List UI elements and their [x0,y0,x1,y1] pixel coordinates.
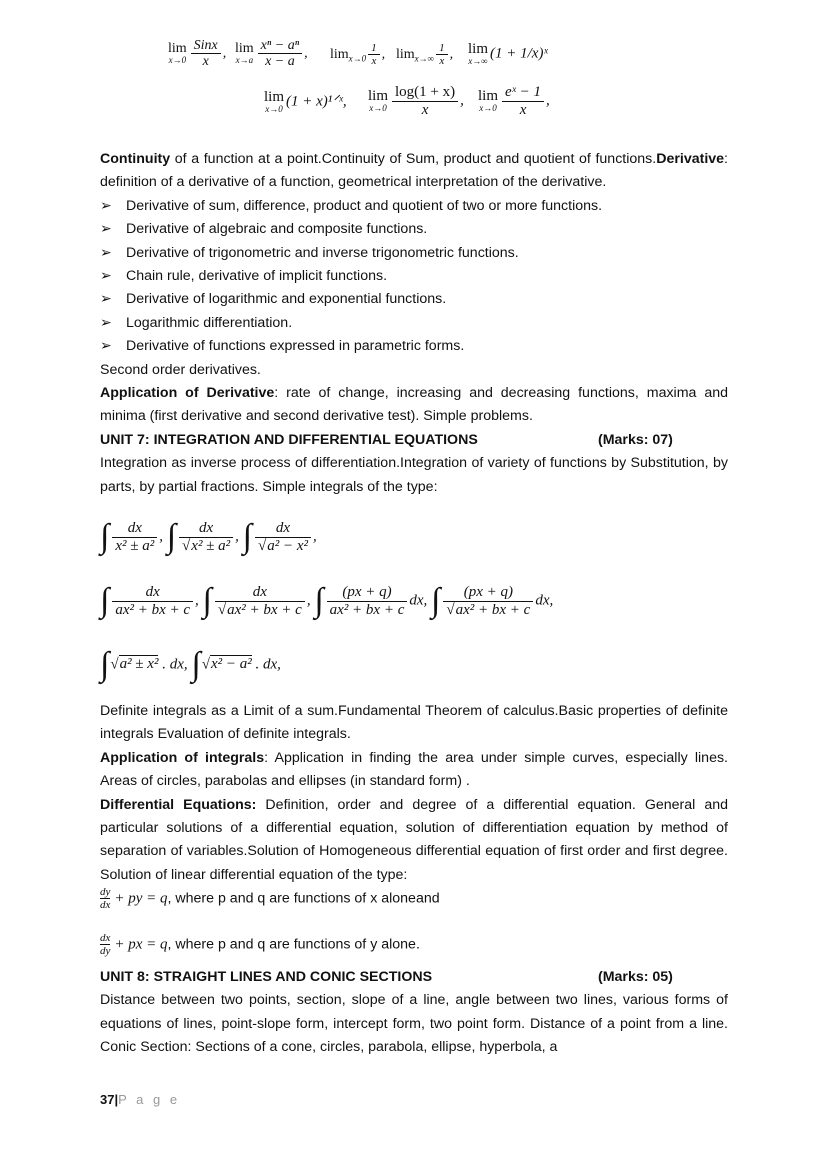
linear-de-y: $\frac{dx}{dy}$ + px = q, where p and q are functions of y alone. [100,932,420,958]
unit-7-heading: UNIT 7: INTEGRATION AND DIFFERENTIAL EQUATIONS (Marks: 07) [100,429,728,452]
arrow-bullet-icon: ➢ [100,291,112,308]
conic-section [100,966,728,1060]
calculus-section [100,148,728,499]
limit-e-power: lim x→0 (1 + x)¹ᐟˣ, [264,89,347,114]
limit-e-definition: lim x→∞ (1 + 1/x)ˣ [468,41,548,66]
limit-reciprocal-zero: $\lim_{x\to 0}$ $\frac{1}{x}$ , [330,42,386,68]
derivative-heading: Derivative [656,151,725,167]
arrow-bullet-icon: ➢ [100,221,112,238]
arrow-bullet-icon: ➢ [100,244,112,261]
bullet-item: ➢ Derivative of functions expressed in parametric forms. [100,335,728,358]
integrals-row-1: ∫ $\frac{dx}{\text{x² ± a²}}$ , ∫ $\frac{dx}{\text{√x² ± a²}}$ , ∫ $\frac{dx}{\text{√a² − x²}}$ , [100,518,317,555]
second-order-line: Second order derivatives. [100,361,261,378]
application-integrals-paragraph: Application of integrals: Application in finding the area under simple curves, especially lines. Areas of circles, parabolas and ellipses (in standard form) . [100,749,728,790]
arrow-bullet-icon: ➢ [100,268,112,285]
linear-de-x: $\frac{dy}{dx}$ + py = q, where p and q are functions of x aloneand [100,886,440,912]
integration-paragraph: Integration as inverse process of differentiation.Integration of variety of functions by Substitution, by parts, by partial fractions. Simple integrals of the type: [100,455,728,495]
bullet-item: ➢ Derivative of algebraic and composite functions. [100,218,728,241]
bullet-item: ➢ Derivative of sum, difference, product and quotient of two or more functions. [100,195,728,218]
page-footer: 37|P a g e [100,1092,181,1107]
application-derivative-paragraph: Application of Derivative: rate of change, increasing and decreasing functions, maxima and minima (first derivative and second derivative test). Simple problems. [100,385,728,425]
definite-integrals-paragraph: Definite integrals as a Limit of a sum.Fundamental Theorem of calculus.Basic properties of definite integrals Evaluation of definite integrals. [100,703,728,743]
arrow-bullet-icon: ➢ [100,197,112,214]
bullet-item: ➢ Chain rule, derivative of implicit functions. [100,265,728,288]
page-word: P a g e [118,1092,181,1107]
limit-reciprocal-infinity: $\lim_{x\to\infty}$ $\frac{1}{x}$ , [396,42,454,68]
page-number: 37 [100,1092,115,1107]
arrow-bullet-icon: ➢ [100,338,112,355]
integrals-section [100,700,728,887]
bullet-item: ➢ Derivative of logarithmic and exponential functions. [100,288,728,311]
unit-7-marks: (Marks: 07) [598,431,673,448]
continuity-heading: Continuity [100,151,171,167]
bullet-item: ➢ Logarithmic differentiation. [100,312,728,335]
limit-sinx: lim x→0 $\frac{\text{Sinx}}{x}$ , [168,38,227,70]
limit-exp: lim x→0 $\frac{\text{eˣ − 1}}{x}$ , [478,84,550,118]
bullet-item: ➢ Derivative of trigonometric and inverse trigonometric functions. [100,242,728,265]
integrals-row-3: ∫√a² ± x² . dx, ∫√x² − a² . dx, [100,646,281,683]
limit-log: lim x→0 $\frac{\log(1 + x)}{x}$ , [368,84,464,118]
unit-8-paragraph: Distance between two points, section, slope of a line, angle between two lines, various forms of equations of lines, point-slope form, intercept form, two point form. Distance of a point from a line. Conic Section: Sections of a cone, circles, parabola, ellipse, hyperbola, a [100,992,728,1056]
continuity-paragraph: Continuity of a function at a point.Continuity of Sum, product and quotient of functions.Derivative: definition of a derivative of a function, geometrical interpretation of the derivative. [100,151,728,191]
differential-equations-paragraph: Differential Equations: Definition, order and degree of a differential equation. General and particular solutions of a differential equation, solution of differentiation equation by method of separation of variables.Solution of Homogeneous differential equation of first order and first degree. Solution of linear differential equation of the type: [100,796,728,883]
unit-8-marks: (Marks: 05) [598,969,673,985]
integrals-row-2: ∫ $\frac{dx}{\text{ax² + bx + c}}$ , ∫ $\frac{dx}{\text{√ax² + bx + c}}$ , ∫ $\frac{(px + q)}{\text{ax² + bx + c}}$ dx, ∫ $\frac{(px + q)}{\text{√ax² + bx + c}}$ dx, [100,582,554,619]
unit-8-heading: UNIT 8: STRAIGHT LINES AND CONIC SECTIONS (Marks: 05) [100,966,728,989]
arrow-bullet-icon: ➢ [100,314,112,331]
limit-power: lim x→a $\frac{\text{xⁿ − aⁿ}}{x - a}$ , [235,38,308,70]
